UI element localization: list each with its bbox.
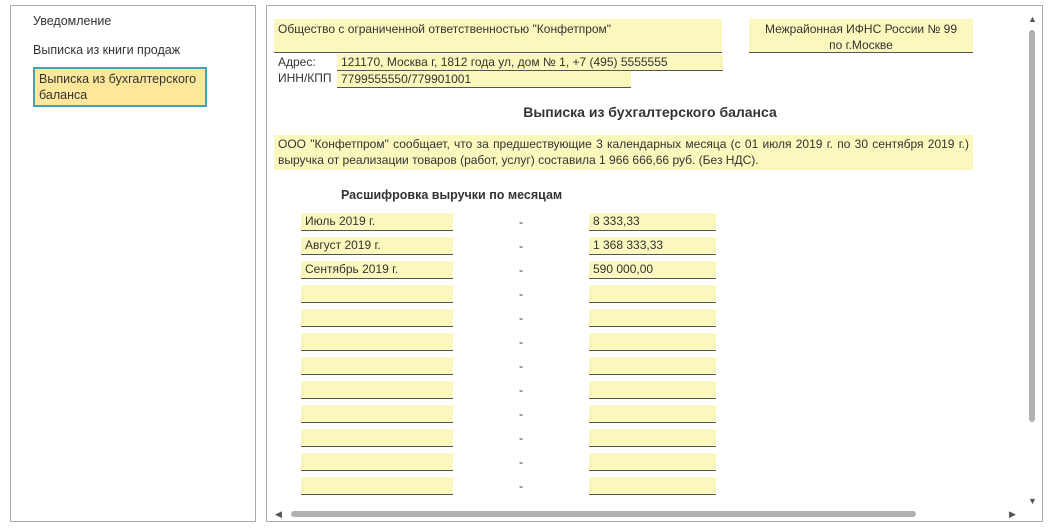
- amount-field[interactable]: [589, 477, 716, 495]
- recipient-line-2: по г.Москве: [829, 38, 893, 52]
- amount-field[interactable]: 8 333,33: [589, 213, 716, 231]
- amount-field[interactable]: [589, 357, 716, 375]
- row-dash: -: [519, 479, 523, 493]
- breakdown-title: Расшифровка выручки по месяцам: [341, 188, 563, 202]
- nav-item-notification[interactable]: Уведомление: [33, 14, 112, 28]
- horizontal-scroll-thumb[interactable]: [291, 511, 916, 517]
- vertical-scrollbar[interactable]: [1028, 12, 1037, 506]
- month-field[interactable]: [301, 477, 453, 495]
- document-view: [266, 5, 1043, 522]
- row-dash: -: [519, 215, 523, 229]
- amount-field[interactable]: 1 368 333,33: [589, 237, 716, 255]
- month-field[interactable]: [301, 333, 453, 351]
- month-field[interactable]: [301, 405, 453, 423]
- recipient-line-1: Межрайонная ИФНС России № 99: [764, 22, 958, 36]
- month-field[interactable]: [301, 381, 453, 399]
- inn-kpp-field[interactable]: 7799555550/779901001: [337, 71, 631, 88]
- recipient-field[interactable]: [749, 19, 973, 53]
- report-list-panel: [10, 5, 256, 522]
- month-field[interactable]: Август 2019 г.: [301, 237, 453, 255]
- row-dash: -: [519, 431, 523, 445]
- month-field[interactable]: Июль 2019 г.: [301, 213, 453, 231]
- amount-field[interactable]: [589, 405, 716, 423]
- amount-field[interactable]: [589, 381, 716, 399]
- address-field[interactable]: 121170, Москва г, 1812 года ул, дом № 1, +7 (495) 5555555: [337, 54, 723, 71]
- row-dash: -: [519, 455, 523, 469]
- scroll-left-arrow-icon[interactable]: ◀: [275, 509, 282, 519]
- horizontal-scrollbar[interactable]: [275, 509, 1020, 519]
- inn-kpp-label: ИНН/КПП: [278, 71, 332, 85]
- amount-field[interactable]: [589, 333, 716, 351]
- month-field[interactable]: [301, 453, 453, 471]
- revenue-statement-paragraph[interactable]: ООО "Конфетпром" сообщает, что за предшествующие 3 календарных месяца (с 01 июля 2019 г. по 30 сентября 2019 г.) выручка от реализации товаров (работ, услуг) составила 1 966 666,66 руб. (Без НДС).: [274, 135, 973, 170]
- month-field[interactable]: Сентябрь 2019 г.: [301, 261, 453, 279]
- scroll-down-arrow-icon[interactable]: ▼: [1028, 496, 1037, 506]
- nav-item-sales-book-extract[interactable]: Выписка из книги продаж: [33, 43, 181, 57]
- row-dash: -: [519, 407, 523, 421]
- amount-field[interactable]: 590 000,00: [589, 261, 716, 279]
- row-dash: -: [519, 239, 523, 253]
- vertical-scroll-thumb[interactable]: [1029, 30, 1035, 422]
- row-dash: -: [519, 311, 523, 325]
- company-name-field[interactable]: Общество с ограниченной ответственностью "Конфетпром": [274, 19, 722, 53]
- scroll-right-arrow-icon[interactable]: ▶: [1009, 509, 1016, 519]
- row-dash: -: [519, 359, 523, 373]
- row-dash: -: [519, 383, 523, 397]
- document-title: Выписка из бухгалтерского баланса: [523, 104, 777, 120]
- month-field[interactable]: [301, 429, 453, 447]
- row-dash: -: [519, 287, 523, 301]
- row-dash: -: [519, 263, 523, 277]
- amount-field[interactable]: [589, 285, 716, 303]
- month-field[interactable]: [301, 309, 453, 327]
- amount-field[interactable]: [589, 429, 716, 447]
- scroll-up-arrow-icon[interactable]: ▲: [1028, 14, 1037, 24]
- row-dash: -: [519, 335, 523, 349]
- month-field[interactable]: [301, 285, 453, 303]
- amount-field[interactable]: [589, 453, 716, 471]
- amount-field[interactable]: [589, 309, 716, 327]
- month-field[interactable]: [301, 357, 453, 375]
- nav-item-balance-extract[interactable]: Выписка из бухгалтерского баланса: [33, 67, 207, 107]
- address-label: Адрес:: [278, 55, 316, 69]
